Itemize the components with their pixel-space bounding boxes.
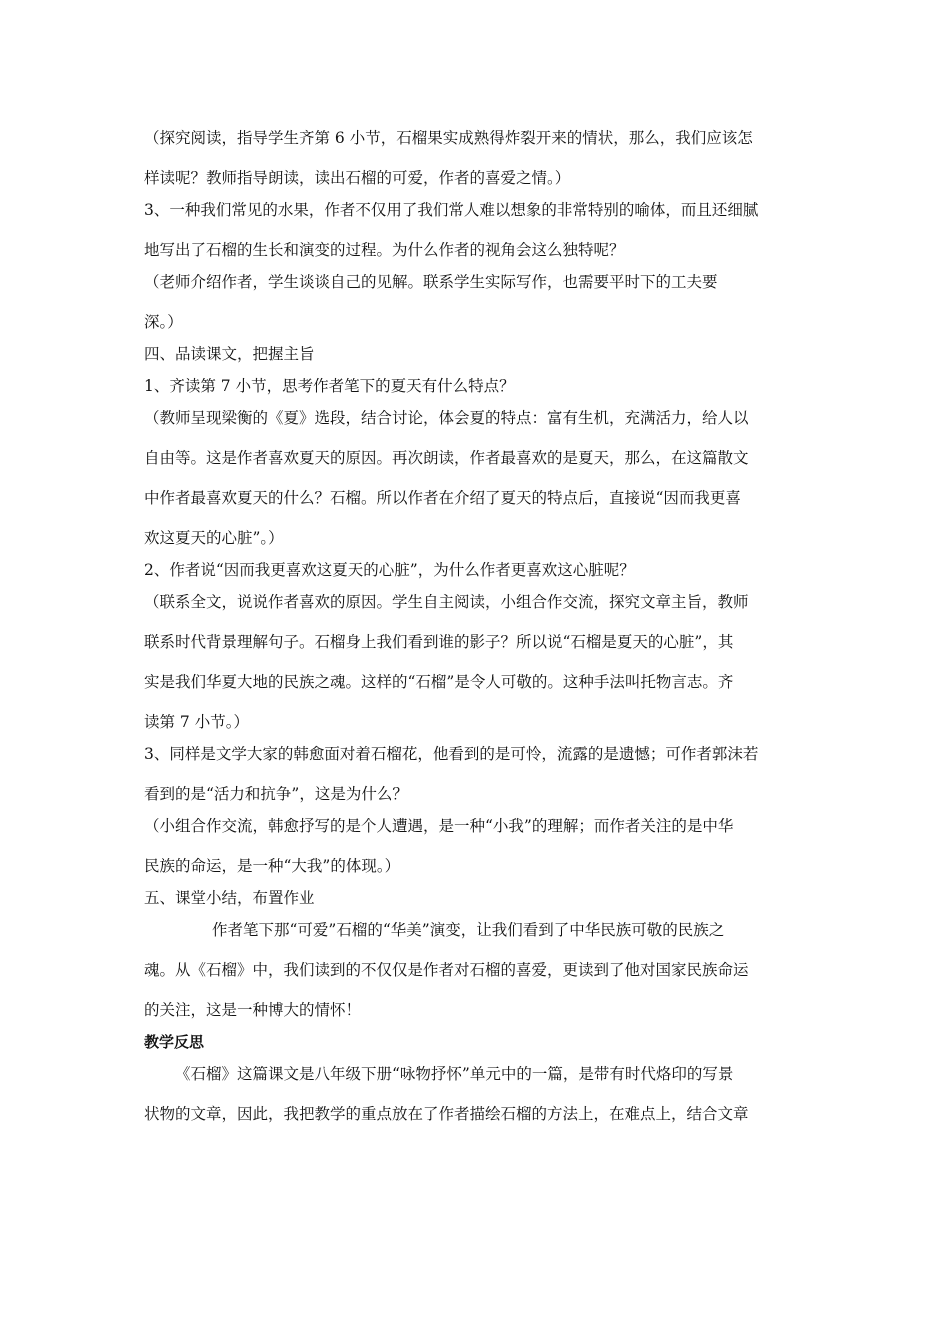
text-line: 状物的文章，因此，我把教学的重点放在了作者描绘石榴的方法上，在难点上，结合文章: [144, 1105, 749, 1123]
text-line: 自由等。这是作者喜欢夏天的原因。再次朗读，作者最喜欢的是夏天，那么，在这篇散文: [144, 449, 749, 467]
text-line: 读第 7 小节。）: [144, 713, 249, 731]
text-line: 实是我们华夏大地的民族之魂。这样的“石榴”是令人可敬的。这种手法叫托物言志。齐: [144, 673, 734, 691]
text-line: 的关注，这是一种博大的情怀！: [144, 1001, 362, 1019]
text-line: 中作者最喜欢夏天的什么？石榴。所以作者在介绍了夏天的特点后，直接说“因而我更喜: [144, 489, 741, 507]
text-line: 样读呢？教师指导朗读，读出石榴的可爱，作者的喜爱之情。）: [144, 169, 571, 187]
section-heading: 四、品读课文，把握主旨: [144, 345, 315, 363]
text-line: 联系时代背景理解句子。石榴身上我们看到谁的影子？所以说“石榴是夏天的心脏”，其: [144, 633, 734, 651]
text-line: 民族的命运，是一种“大我”的体现。）: [144, 857, 401, 875]
text-line: 《石榴》这篇课文是八年级下册“咏物抒怀”单元中的一篇，是带有时代烙印的写景: [175, 1065, 734, 1083]
document-body: [144, 122, 808, 1130]
text-line: （小组合作交流，韩愈抒写的是个人遭遇，是一种“小我”的理解；而作者关注的是中华: [144, 817, 734, 835]
text-line: 1、齐读第 7 小节，思考作者笔下的夏天有什么特点？: [144, 377, 515, 395]
text-line: 3、一种我们常见的水果，作者不仅用了我们常人难以想象的非常特别的喻体，而且还细腻: [144, 201, 759, 219]
reflection-heading: 教学反思: [144, 1033, 205, 1051]
text-line: （教师呈现梁衡的《夏》选段，结合讨论，体会夏的特点：富有生机，充满活力，给人以: [144, 409, 749, 427]
text-line: 欢这夏天的心脏”。）: [144, 529, 284, 547]
text-line: 2、作者说“因而我更喜欢这夏天的心脏”，为什么作者更喜欢这心脏呢？: [144, 561, 635, 579]
text-line: 作者笔下那“可爱”石榴的“华美”演变，让我们看到了中华民族可敬的民族之: [212, 921, 725, 939]
text-line: （联系全文，说说作者喜欢的原因。学生自主阅读，小组合作交流，探究文章主旨，教师: [144, 593, 749, 611]
text-line: （探究阅读，指导学生齐第 6 小节，石榴果实成熟得炸裂开来的情状，那么，我们应该怎: [144, 129, 753, 147]
text-line: （老师介绍作者，学生谈谈自己的见解。联系学生实际写作，也需要平时下的工夫要: [144, 273, 718, 291]
text-line: 3、同样是文学大家的韩愈面对着石榴花，他看到的是可怜，流露的是遗憾；可作者郭沫若: [144, 745, 759, 763]
section-heading: 五、课堂小结，布置作业: [144, 889, 315, 907]
text-line: 看到的是“活力和抗争”，这是为什么？: [144, 785, 408, 803]
text-line: 魂。从《石榴》中，我们读到的不仅仅是作者对石榴的喜爱，更读到了他对国家民族命运: [144, 961, 749, 979]
text-line: 地写出了石榴的生长和演变的过程。为什么作者的视角会这么独特呢？: [144, 241, 625, 259]
text-line: 深。）: [144, 313, 183, 331]
